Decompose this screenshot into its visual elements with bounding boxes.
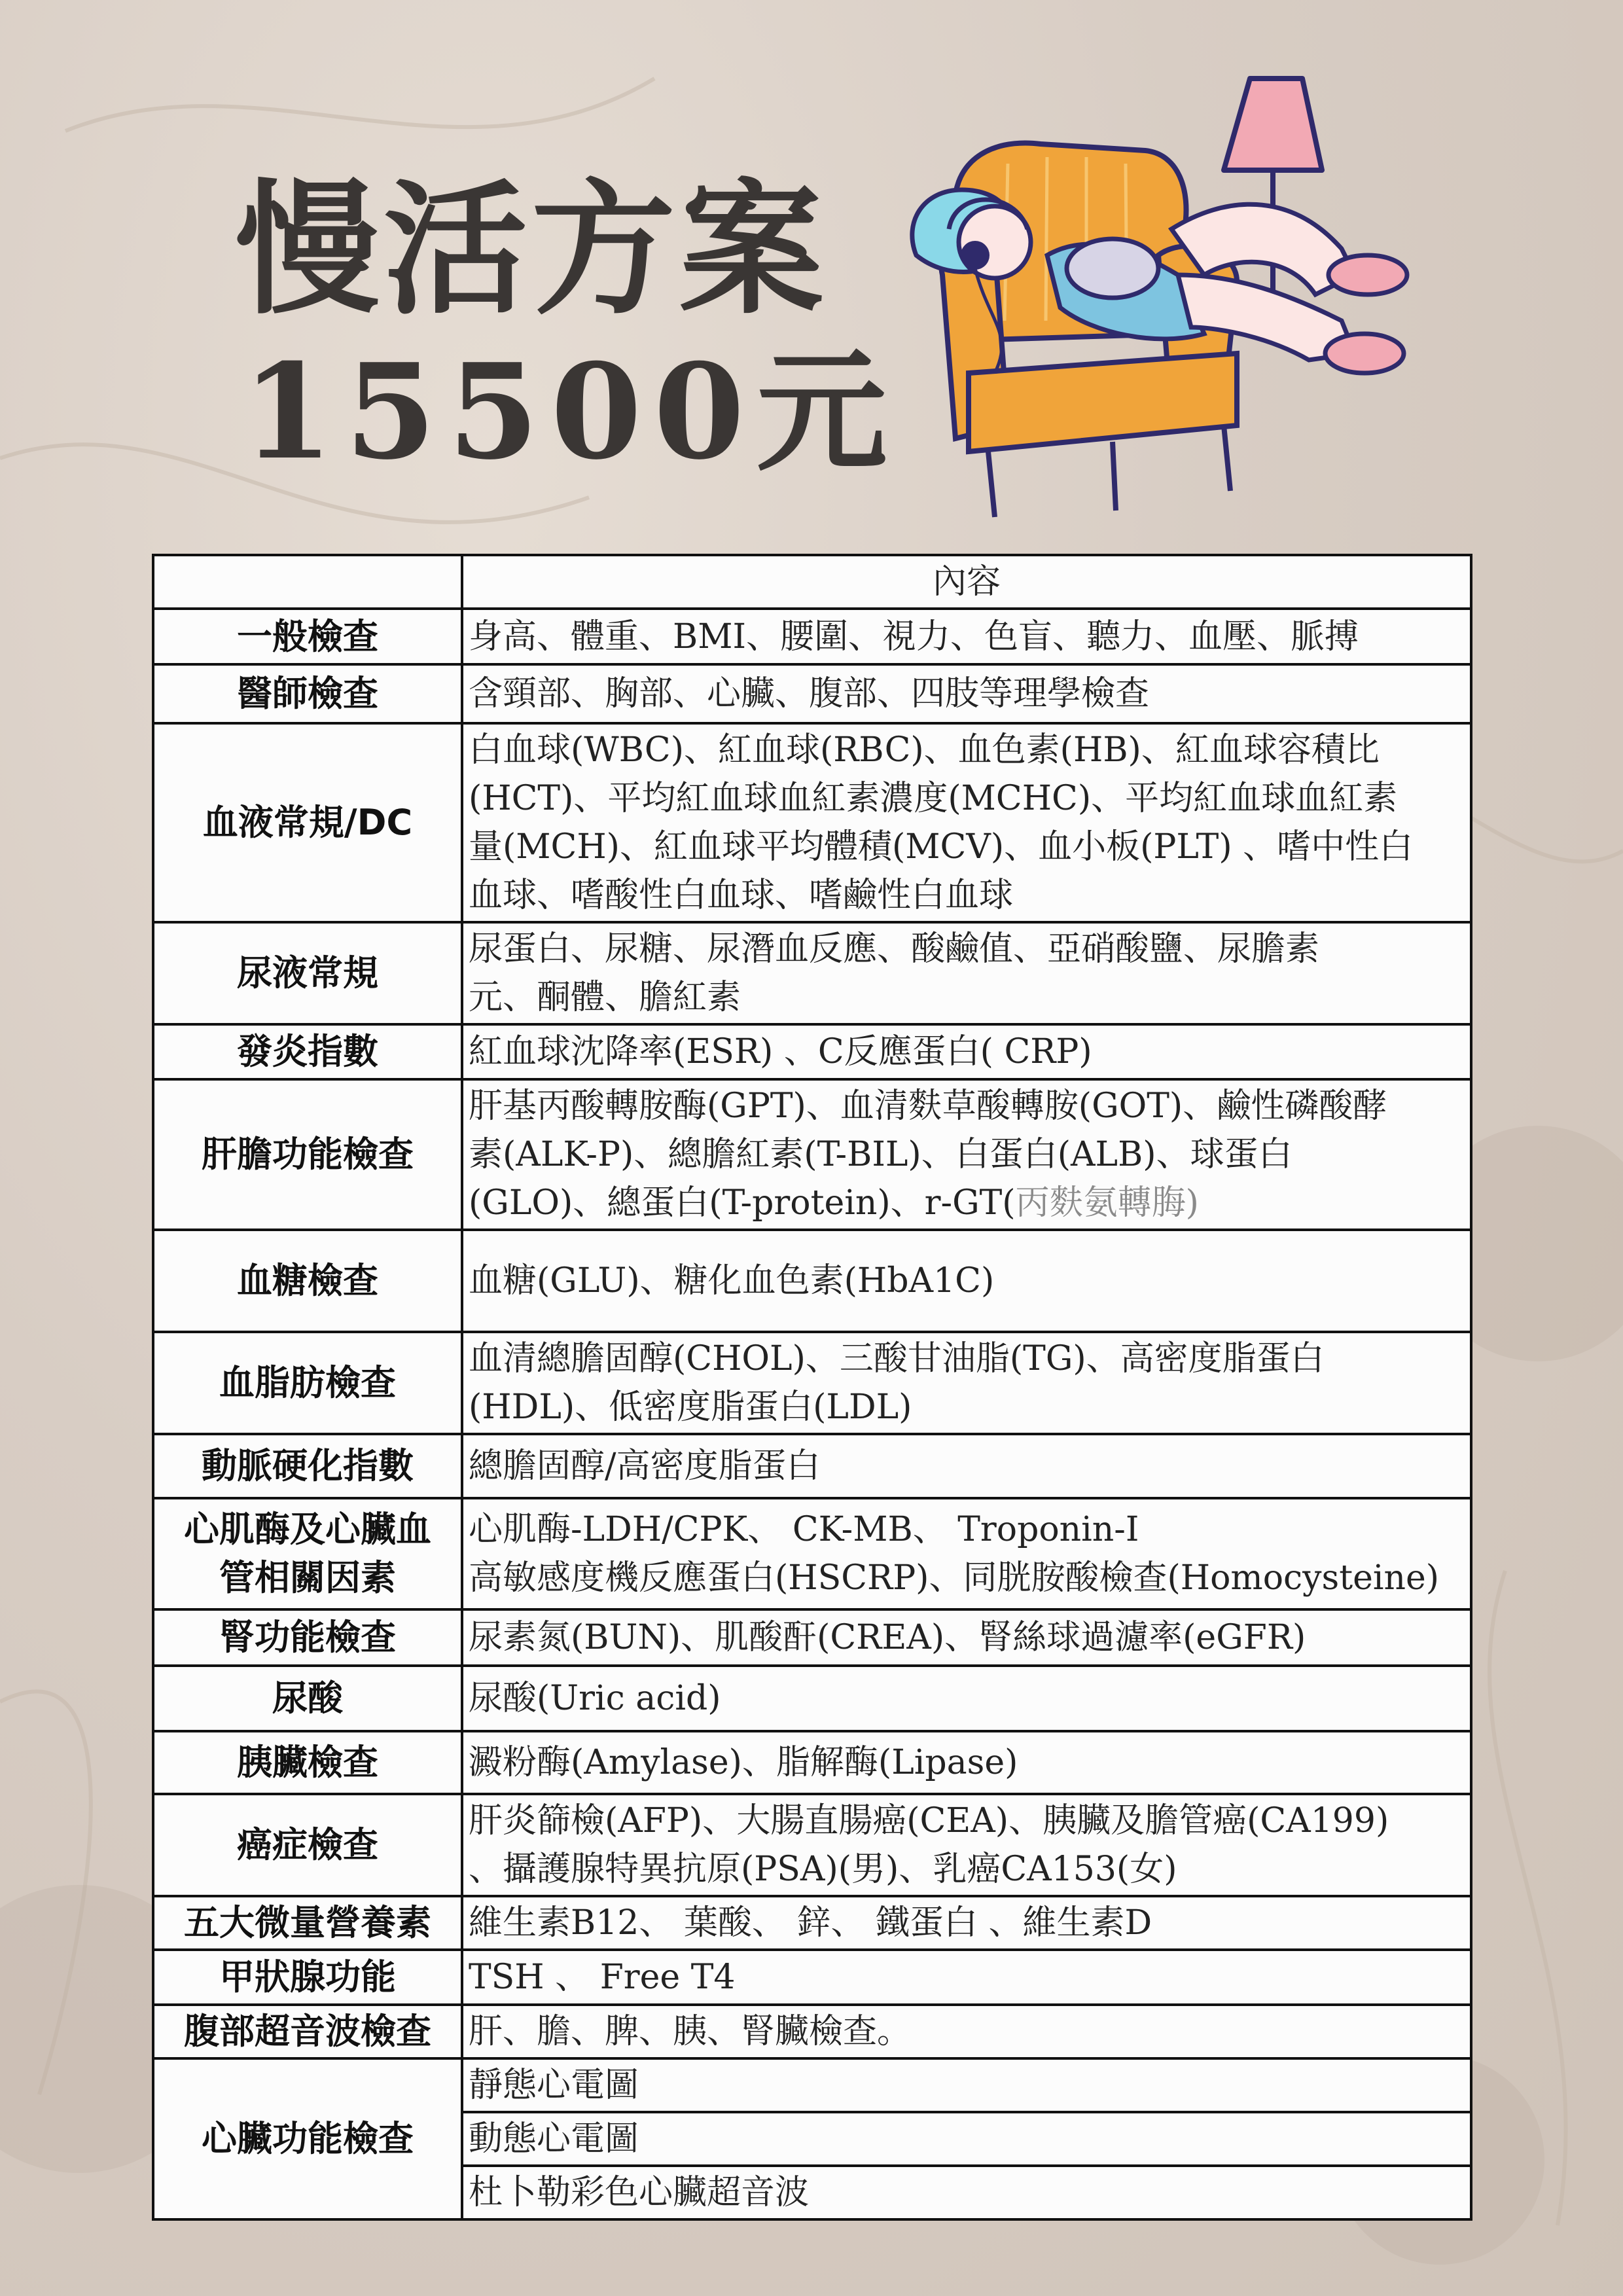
row-category: 動脈硬化指數: [153, 1434, 462, 1498]
table-row: [153, 1609, 1471, 1666]
row-category: 五大微量營養素: [153, 1896, 462, 1950]
row-category: 發炎指數: [153, 1024, 462, 1079]
row-content: 總膽固醇/高密度脂蛋白: [462, 1434, 1471, 1498]
relaxing-sofa-illustration: [897, 59, 1459, 530]
row-content: 肝、膽、脾、胰、腎臟檢查。: [462, 2005, 1471, 2058]
row-category: 尿液常規: [153, 922, 462, 1024]
checkup-items-table: [152, 554, 1472, 2221]
row-content: 肝炎篩檢(AFP)、大腸直腸癌(CEA)、胰臟及膽管癌(CA199) 、攝護腺特異抗原(PSA)(男)、乳癌CA153(女): [462, 1794, 1471, 1896]
plan-price: 15500元: [242, 335, 899, 489]
table-row: [153, 1731, 1471, 1794]
table-row: [153, 1950, 1471, 2005]
row-category: 一般檢查: [153, 609, 462, 664]
table-row: [153, 922, 1471, 1024]
table-row: [153, 1498, 1471, 1609]
row-category: 血脂肪檢查: [153, 1332, 462, 1434]
row-content: 血糖(GLU)、糖化血色素(HbA1C): [462, 1230, 1471, 1332]
table-row: [153, 1434, 1471, 1498]
row-content: TSH 、 Free T4: [462, 1950, 1471, 2005]
row-category: 心臟功能檢查: [153, 2058, 462, 2219]
row-content: 維生素B12、 葉酸、 鋅、 鐵蛋白 、維生素D: [462, 1896, 1471, 1950]
row-category: 腹部超音波檢查: [153, 2005, 462, 2058]
row-category: 肝膽功能檢查: [153, 1079, 462, 1230]
row-content: 紅血球沈降率(ESR) 、C反應蛋白( CRP): [462, 1024, 1471, 1079]
table-row: [153, 1079, 1471, 1230]
table-row: [153, 1896, 1471, 1950]
table-row: [153, 723, 1471, 922]
row-content: 血清總膽固醇(CHOL)、三酸甘油脂(TG)、高密度脂蛋白 (HDL)、低密度脂蛋白(LDL): [462, 1332, 1471, 1434]
table-row: [153, 1024, 1471, 1079]
row-category: 心肌酶及心臟血 管相關因素: [153, 1498, 462, 1609]
row-category: 血糖檢查: [153, 1230, 462, 1332]
row-category: 醫師檢查: [153, 664, 462, 723]
table-row: [153, 664, 1471, 723]
row-category: 癌症檢查: [153, 1794, 462, 1896]
row-category: 甲狀腺功能: [153, 1950, 462, 2005]
table-row: [153, 609, 1471, 664]
row-content: 尿素氮(BUN)、肌酸酐(CREA)、腎絲球過濾率(eGFR): [462, 1609, 1471, 1666]
table-row: [153, 1230, 1471, 1332]
plan-title: 慢活方案: [236, 164, 828, 334]
table-header-content: 內容: [462, 555, 1471, 609]
row-content: 心肌酶-LDH/CPK、 CK-MB、 Troponin-I 高敏感度機反應蛋白(HSCRP)、同胱胺酸檢查(Homocysteine): [462, 1498, 1471, 1609]
table-header-category: [153, 555, 462, 609]
row-content: 肝基丙酸轉胺酶(GPT)、血清麩草酸轉胺(GOT)、鹼性磷酸酵 素(ALK-P)、總膽紅素(T-BIL)、白蛋白(ALB)、球蛋白 (GLO)、總蛋白(T-protein)、r-GT(丙麩氨轉脢): [462, 1079, 1471, 1230]
row-content: 澱粉酶(Amylase)、脂解酶(Lipase): [462, 1731, 1471, 1794]
row-content: 杜卜勒彩色心臟超音波: [462, 2166, 1471, 2219]
row-content: 尿酸(Uric acid): [462, 1666, 1471, 1731]
row-content: 含頸部、胸部、心臟、腹部、四肢等理學檢查: [462, 664, 1471, 723]
row-content: 尿蛋白、尿糖、尿潛血反應、酸鹼值、亞硝酸鹽、尿膽素 元、酮體、膽紅素: [462, 922, 1471, 1024]
row-content: 動態心電圖: [462, 2112, 1471, 2166]
table-row: [153, 1332, 1471, 1434]
table-row: [153, 1666, 1471, 1731]
table-row: [153, 1794, 1471, 1896]
table-row: [153, 2005, 1471, 2058]
row-content: 身高、體重、BMI、腰圍、視力、色盲、聽力、血壓、脈搏: [462, 609, 1471, 664]
table-header-row: [153, 555, 1471, 609]
row-content: 白血球(WBC)、紅血球(RBC)、血色素(HB)、紅血球容積比 (HCT)、平均紅血球血紅素濃度(MCHC)、平均紅血球血紅素 量(MCH)、紅血球平均體積(MCV)、血小板(PLT) 、嗜中性白 血球、嗜酸性白血球、嗜鹼性白血球: [462, 723, 1471, 922]
row-content: 靜態心電圖: [462, 2058, 1471, 2112]
row-category: 尿酸: [153, 1666, 462, 1731]
row-category: 腎功能檢查: [153, 1609, 462, 1666]
row-category: 胰臟檢查: [153, 1731, 462, 1794]
row-category: 血液常規/DC: [153, 723, 462, 922]
table-row: [153, 2058, 1471, 2112]
